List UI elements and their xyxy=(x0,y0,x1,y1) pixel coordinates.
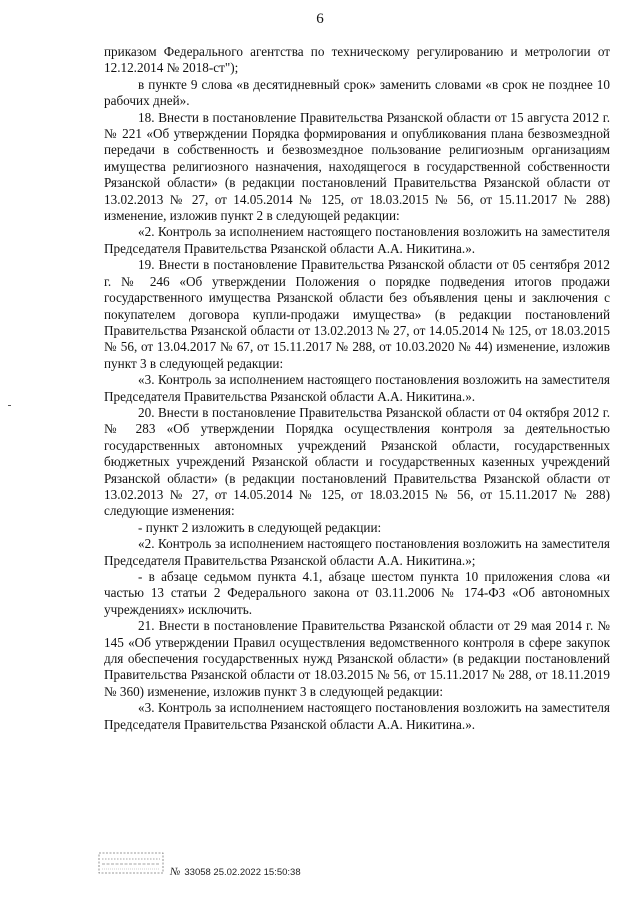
paragraph: 19. Внести в постановление Правительства Рязанской области от 05 сентября 2012 г. № 246 «Об утверждении Положения о порядке подведения итогов продажи государственного имущества Рязанской области без объявления цены и заключения с покупателем договора купли-продажи имущества» (в редакции постановлений Правительства Рязанской области от 13.02.2013 № 27, от 14.05.2014 № 125, от 18.03.2015 № 56, от 13.04.2017 № 67, от 15.11.2017 № 288, от 10.03.2020 № 44) изменение, изложив пункт 3 в следующей редакции: xyxy=(104,257,610,371)
document-body xyxy=(104,44,610,733)
page-number: 6 xyxy=(316,11,324,27)
electronic-signature-stamp xyxy=(98,852,164,874)
paragraph: «2. Контроль за исполнением настоящего постановления возложить на заместителя Председателя Правительства Рязанской области А.А. Никитина.». xyxy=(104,224,610,256)
paragraph: 21. Внести в постановление Правительства Рязанской области от 29 мая 2014 г. № 145 «Об утверждении Правил осуществления ведомственного контроля в сфере закупок для обеспечения государственных нужд Рязанской области» (в редакции постановлений Правительства Рязанской области от 18.03.2015 № 56, от 15.11.2017 № 288, от 18.11.2019 № 360) изменение, изложив пункт 3 в следующей редакции: xyxy=(104,618,610,699)
paragraph: 18. Внести в постановление Правительства Рязанской области от 15 августа 2012 г. № 221 «Об утверждении Порядка формирования и опубликования плана безвозмездной передачи в собственность и безвозмездное пользование религиозным организациям имущества религиозного назначения, находящегося в государственной собственности Рязанской области» (в редакции постановлений Правительства Рязанской области от 13.02.2013 № 27, от 14.05.2014 № 125, от 18.03.2015 № 56, от 15.11.2017 № 288) изменение, изложив пункт 2 в следующей редакции: xyxy=(104,109,610,224)
number-sign: № xyxy=(170,866,181,878)
paragraph: в пункте 9 слова «в десятидневный срок» заменить словами «в срок не позднее 10 рабочих дней». xyxy=(104,76,610,109)
paragraph: - в абзаце седьмом пункта 4.1, абзаце шестом пункта 10 приложения слова «и частью 13 статьи 2 Федерального закона от 03.11.2006 № 174-ФЗ «Об автономных учреждениях» исключить. xyxy=(104,569,610,617)
registration-number-timestamp: 33058 25.02.2022 15:50:38 xyxy=(184,867,301,878)
paragraph: приказом Федерального агентства по техническому регулированию и метрологии от 12.12.2014 № 2018-ст"); xyxy=(104,44,610,76)
paragraph: «3. Контроль за исполнением настоящего постановления возложить на заместителя Председателя Правительства Рязанской области А.А. Никитина.». xyxy=(104,700,610,732)
margin-mark xyxy=(8,405,11,406)
paragraph: - пункт 2 изложить в следующей редакции: xyxy=(138,519,382,535)
paragraph: 20. Внести в постановление Правительства Рязанской области от 04 октября 2012 г. № 283 «Об утверждении Порядка осуществления контроля за деятельностью государственных автономных учреждений Рязанской области, государственных бюджетных учреждений Рязанской области и государственных казенных учреждений Рязанской области» (в редакции постановлений Правительства Рязанской области от 13.02.2013 № 27, от 14.05.2014 № 125, от 18.03.2015 № 56, от 15.11.2017 № 288) следующие изменения: xyxy=(104,404,610,519)
registration-info xyxy=(170,867,301,878)
paragraph: «2. Контроль за исполнением настоящего постановления возложить на заместителя Председателя Правительства Рязанской области А.А. Никитина.»; xyxy=(104,536,610,568)
paragraph: «3. Контроль за исполнением настоящего постановления возложить на заместителя Председателя Правительства Рязанской области А.А. Никитина.». xyxy=(104,372,610,404)
